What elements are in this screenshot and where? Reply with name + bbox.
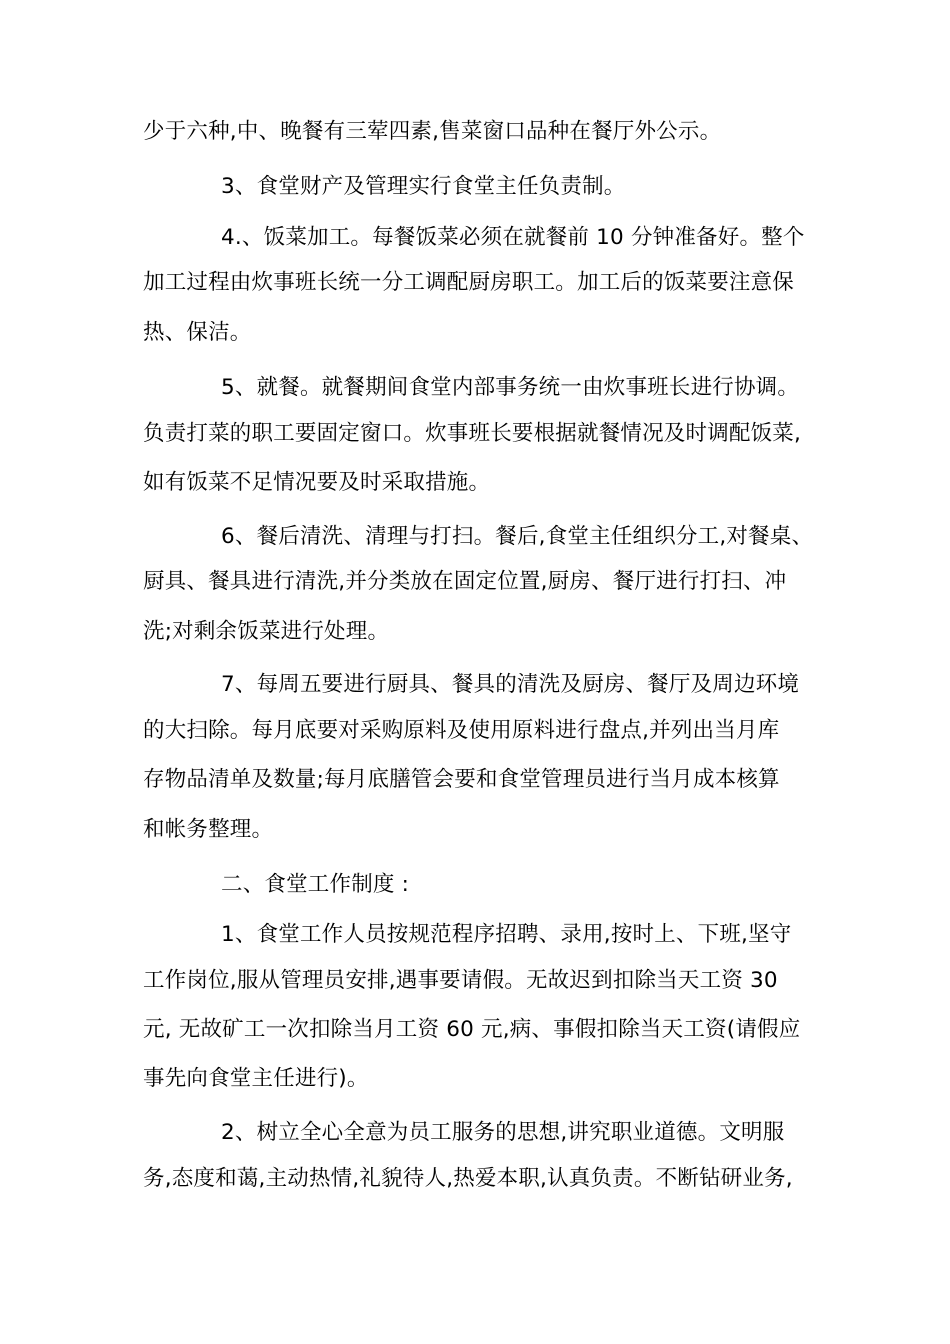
paragraph-line: 务,态度和蔼,主动热情,礼貌待人,热爱本职,认真负责。不断钻研业务, <box>143 1166 793 1191</box>
paragraph-line: 加工过程由炊事班长统一分工调配厨房职工。加工后的饭菜要注意保 <box>143 270 795 295</box>
paragraph-line: 厨具、餐具进行清洗,并分类放在固定位置,厨房、餐厅进行打扫、冲 <box>143 569 787 594</box>
paragraph-line: 和帐务整理。 <box>143 817 274 842</box>
section-heading: 二、食堂工作制度 : <box>221 872 410 897</box>
paragraph-line: 3、食堂财产及管理实行食堂主任负责制。 <box>221 174 626 199</box>
paragraph-line: 2、树立全心全意为员工服务的思想,讲究职业道德。文明服 <box>221 1120 785 1145</box>
paragraph-line: 7、每周五要进行厨具、餐具的清洗及厨房、餐厅及周边环境 <box>221 672 800 697</box>
paragraph-line: 1、食堂工作人员按规范程序招聘、录用,按时上、下班,坚守 <box>221 922 792 947</box>
paragraph-line: 5、就餐。就餐期间食堂内部事务统一由炊事班长进行协调。 <box>221 375 800 400</box>
paragraph-line: 少于六种,中、晚餐有三荤四素,售菜窗口品种在餐厅外公示。 <box>143 119 722 144</box>
paragraph-line: 4.、饭菜加工。每餐饭菜必须在就餐前 10 分钟准备好。整个 <box>221 225 805 250</box>
paragraph-line: 负责打菜的职工要固定窗口。炊事班长要根据就餐情况及时调配饭菜, <box>143 421 802 446</box>
paragraph-line: 存物品清单及数量;每月底膳管会要和食堂管理员进行当月成本核算 <box>143 767 780 792</box>
paragraph-line: 如有饭菜不足情况要及时采取措施。 <box>143 470 491 495</box>
paragraph-line: 6、餐后清洗、清理与打扫。餐后,食堂主任组织分工,对餐桌、 <box>221 524 814 549</box>
paragraph-line: 工作岗位,服从管理员安排,遇事要请假。无故迟到扣除当天工资 30 <box>143 968 778 993</box>
paragraph-line: 热、保洁。 <box>143 320 252 345</box>
paragraph-line: 元, 无故矿工一次扣除当月工资 60 元,病、事假扣除当天工资(请假应 <box>143 1017 801 1042</box>
paragraph-line: 事先向食堂主任进行)。 <box>143 1066 369 1091</box>
paragraph-line: 洗;对剩余饭菜进行处理。 <box>143 619 390 644</box>
paragraph-line: 的大扫除。每月底要对采购原料及使用原料进行盘点,并列出当月库 <box>143 718 780 743</box>
